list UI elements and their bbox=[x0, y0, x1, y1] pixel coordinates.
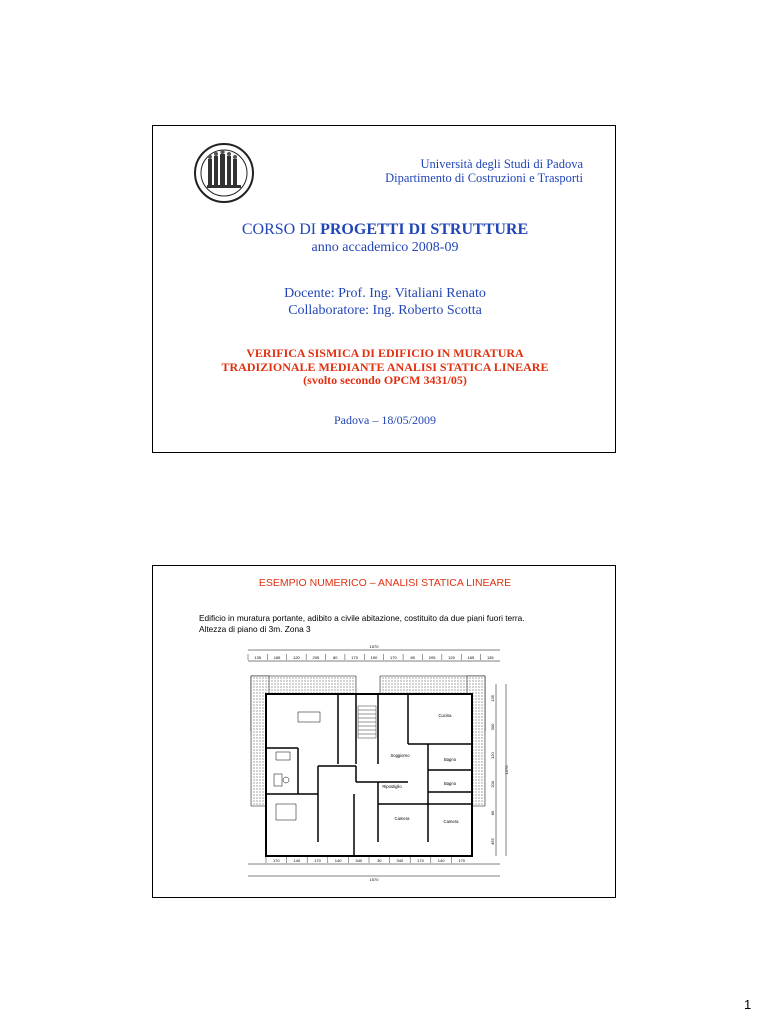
dim-top-11: 165 bbox=[467, 655, 475, 660]
dim-total-right: 1570 bbox=[504, 765, 509, 775]
room-kitchen: Cucina bbox=[438, 713, 452, 718]
title-slide bbox=[152, 125, 616, 453]
dim-right-0: 135 bbox=[490, 694, 495, 702]
dim-total-bottom: 1570 bbox=[369, 877, 379, 882]
dim-bottom-2: 170 bbox=[314, 858, 321, 863]
dim-total-top: 1570 bbox=[369, 644, 379, 649]
room-bath-2: Bagno bbox=[443, 781, 457, 786]
dim-right-1: 300 bbox=[490, 723, 495, 731]
university-name: Università degli Studi di Padova bbox=[420, 157, 583, 171]
dim-bottom-9: 170 bbox=[458, 858, 466, 863]
dim-right-2: 120 bbox=[490, 752, 495, 760]
topic-block bbox=[153, 347, 617, 388]
page-number: 1 bbox=[744, 997, 752, 1012]
department-name: Dipartimento di Costruzioni e Trasporti bbox=[385, 171, 583, 185]
dim-right-3: 200 bbox=[490, 780, 495, 788]
university-heading bbox=[343, 157, 583, 185]
dim-right-5: 455 bbox=[490, 838, 495, 846]
course-name: PROGETTI DI STRUTTURE bbox=[320, 221, 529, 238]
dim-top-0: 135 bbox=[254, 655, 262, 660]
academic-year: anno accademico 2008-09 bbox=[311, 240, 459, 255]
dim-top-3: 205 bbox=[312, 655, 320, 660]
dim-bottom-5: 30 bbox=[377, 858, 382, 863]
description-line-1: Edificio in muratura portante, adibito a civile abitazione, costituito da due piani fuori terra. bbox=[199, 613, 525, 623]
dim-top-8: 80 bbox=[410, 655, 415, 660]
dim-bottom-1: 140 bbox=[293, 858, 301, 863]
dim-bottom-7: 170 bbox=[417, 858, 424, 863]
dim-top-1: 165 bbox=[273, 655, 281, 660]
university-seal-logo bbox=[193, 142, 255, 204]
course-prefix: CORSO DI bbox=[241, 221, 321, 238]
people-block bbox=[153, 285, 617, 319]
dim-bottom-3: 140 bbox=[334, 858, 342, 863]
building-description bbox=[199, 613, 599, 635]
room-bath-1: Bagno bbox=[443, 757, 457, 762]
dim-top-7: 170 bbox=[390, 655, 397, 660]
dim-bottom-4: 340 bbox=[355, 858, 363, 863]
topic-line-2: TRADIZIONALE MEDIANTE ANALISI STATICA LINEARE bbox=[221, 359, 549, 374]
topic-line-1: VERIFICA SISMICA DI EDIFICIO IN MURATURA bbox=[246, 346, 524, 360]
dim-top-5: 170 bbox=[351, 655, 358, 660]
example-slide bbox=[152, 565, 616, 898]
dim-top-4: 80 bbox=[333, 655, 338, 660]
room-bedroom-1: Camera bbox=[394, 816, 410, 821]
topic-line-3: (svolto secondo OPCM 3431/05) bbox=[303, 373, 467, 387]
slide-title: ESEMPIO NUMERICO – ANALISI STATICA LINEARE bbox=[258, 577, 512, 589]
dim-top-2: 120 bbox=[293, 655, 300, 660]
dim-right-4: 80 bbox=[490, 810, 495, 816]
dim-top-9: 205 bbox=[428, 655, 436, 660]
dim-bottom-8: 140 bbox=[437, 858, 445, 863]
dim-top-6: 190 bbox=[370, 655, 378, 660]
room-living: Soggiorno bbox=[390, 753, 410, 758]
dim-top-10: 120 bbox=[448, 655, 455, 660]
room-bedroom-2: Camera bbox=[443, 819, 459, 824]
place-date: Padova – 18/05/2009 bbox=[334, 413, 436, 427]
lecturer: Docente: Prof. Ing. Vitaliani Renato bbox=[284, 286, 486, 301]
floor-plan bbox=[238, 644, 518, 884]
staircase bbox=[358, 706, 376, 738]
dim-top-12: 135 bbox=[486, 655, 494, 660]
description-line-2: Altezza di piano di 3m. Zona 3 bbox=[199, 624, 311, 634]
dim-bottom-6: 340 bbox=[396, 858, 404, 863]
collaborator: Collaboratore: Ing. Roberto Scotta bbox=[288, 303, 482, 318]
room-storage: Ripostiglio bbox=[382, 784, 402, 789]
dim-bottom-0: 170 bbox=[272, 858, 280, 863]
course-title bbox=[153, 221, 617, 239]
